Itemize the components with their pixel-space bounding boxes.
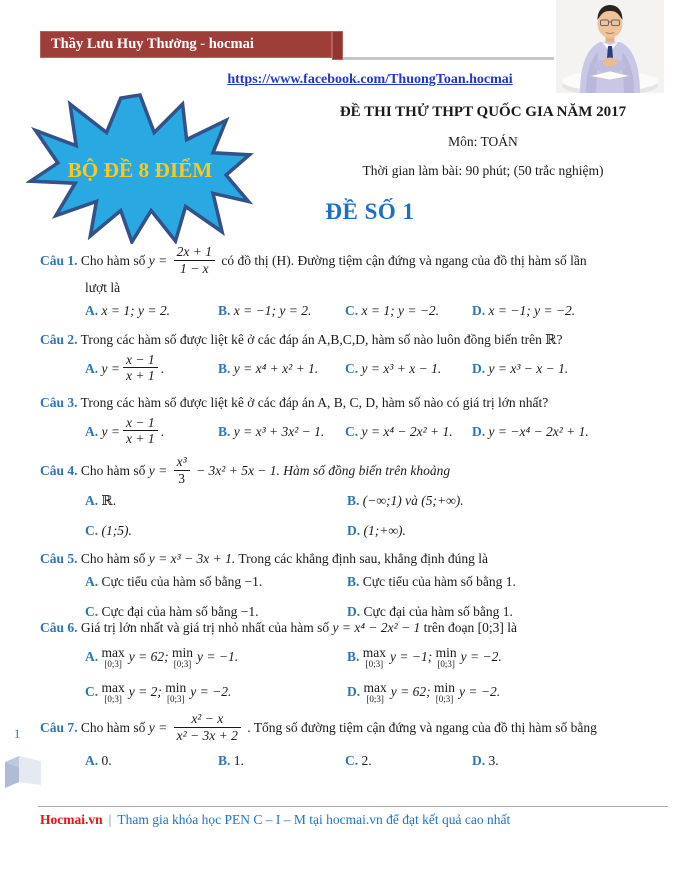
- question-7-stem: [40, 713, 667, 745]
- option-d: D. Cực đại của hàm số bằng 1.: [347, 603, 513, 619]
- option-b: B. (−∞;1) và (5;+∞).: [347, 493, 464, 509]
- fraction: $\frac{x - 1}{x + 1}$: [123, 352, 158, 384]
- question-label: Câu 3.: [40, 395, 78, 410]
- option-b: B. y = x³ + 3x² − 1.: [218, 424, 325, 440]
- question-6: [40, 619, 667, 704]
- question-3: [40, 394, 667, 449]
- footer-brand: Hocmai.vn: [40, 812, 103, 827]
- option-b: B. max [0;3] y = −1; min [0;3] y = −2.: [347, 644, 502, 670]
- exam-duration: Thời gian làm bài: 90 phút; (50 trắc nghiệm): [362, 163, 604, 178]
- option-c: C. max [0;3] y = 2; min [0;3] y = −2.: [85, 679, 232, 704]
- footer: [40, 812, 510, 828]
- stem-text: Giá trị lớn nhất và giá trị nhỏ nhất của hàm số: [80, 620, 330, 635]
- options-row: [40, 414, 667, 449]
- question-1-stem: [40, 246, 667, 278]
- option-b: B. y = x⁴ + x² + 1.: [218, 361, 319, 377]
- stem-text: là: [507, 620, 517, 635]
- question-1: [40, 246, 667, 321]
- fraction: $\frac{2x + 1}{1 - x}$: [174, 244, 215, 276]
- stem-text: − 3x² + 5x − 1. Hàm số đồng biến trên khoảng: [196, 463, 451, 479]
- option-a: A. y = $\frac{x - 1}{x + 1}$ .: [85, 351, 164, 384]
- question-label: Câu 1.: [40, 253, 78, 269]
- options-row: [40, 351, 667, 386]
- option-d: D. y = −x⁴ − 2x² + 1.: [472, 424, 589, 440]
- option-d: D. x = −1; y = −2.: [472, 302, 576, 318]
- facebook-link[interactable]: https://www.facebook.com/ThuongToan.hocmai: [227, 72, 513, 87]
- stem-text: . Tổng số đường tiệm cận đứng và ngang của đồ thị hàm số bằng: [247, 720, 597, 736]
- option-a: A. ℝ.: [85, 493, 117, 509]
- stem-text: Trong các hàm số được liệt kê ở các đáp án A,B,C,D, hàm số nào luôn đồng biến trên ℝ?: [80, 332, 563, 347]
- options-grid: [40, 492, 667, 541]
- question-7: [40, 713, 667, 771]
- option-a: A. Cực tiểu của hàm số bằng −1.: [85, 573, 263, 589]
- exam-title: ĐỀ THI THỬ THPT QUỐC GIA NĂM 2017: [339, 104, 627, 120]
- question-label: Câu 7.: [40, 720, 78, 736]
- option-c: C. x = 1; y = −2.: [345, 302, 440, 318]
- option-d: D. 3.: [472, 753, 499, 769]
- stem-text: Cho hàm số: [80, 720, 146, 736]
- question-label: Câu 4.: [40, 463, 78, 479]
- question-label: Câu 6.: [40, 620, 78, 635]
- exam-header: [303, 104, 663, 179]
- options-row: [40, 752, 667, 771]
- header-banner: [40, 31, 332, 58]
- footer-divider: [38, 806, 668, 807]
- header-divider: [343, 57, 554, 60]
- interval: [0;3]: [477, 620, 504, 635]
- option-b: B. 1.: [218, 753, 244, 769]
- stem-text: có đồ thị (H). Đường tiệm cận đứng và ngang của đồ thị hàm số lần: [221, 253, 587, 269]
- question-5: [40, 550, 667, 622]
- math-expr: y = x⁴ − 2x² − 1: [332, 620, 421, 635]
- banner-end-cap: [332, 31, 343, 60]
- option-d: D. max [0;3] y = 62; min [0;3] y = −2.: [347, 679, 501, 704]
- fraction: $\frac{\text{x³}}{3}$: [174, 454, 190, 486]
- stem-text: Cho hàm số: [80, 253, 146, 269]
- question-4: [40, 456, 667, 541]
- option-c: C. y = x⁴ − 2x² + 1.: [345, 424, 453, 440]
- question-3-stem: [40, 394, 667, 413]
- banner-title: Thầy Lưu Huy Thưởng - hocmai: [51, 36, 254, 52]
- question-label: Câu 5.: [40, 551, 78, 566]
- exam-subject: Môn: TOÁN: [448, 134, 518, 149]
- exam-number-heading: ĐỀ SỐ 1: [325, 199, 415, 224]
- math-expr: y = x³ − 3x + 1.: [148, 551, 236, 566]
- stem-text: Cho hàm số: [80, 463, 146, 479]
- question-6-stem: [40, 619, 667, 638]
- stem-text: trên đoạn: [423, 620, 475, 635]
- question-2: [40, 331, 667, 386]
- math-expr: y =: [148, 463, 168, 479]
- option-c: C. (1;5).: [85, 522, 132, 538]
- math-expr: y =: [148, 720, 168, 736]
- question-label: Câu 2.: [40, 332, 78, 347]
- badge-label: BỘ ĐỀ 8 ĐIỂM: [67, 158, 213, 183]
- fraction: $\frac{x - 1}{x + 1}$: [123, 415, 158, 447]
- option-a: A. x = 1; y = 2.: [85, 302, 170, 318]
- options-row: [40, 302, 667, 321]
- option-b: B. Cực tiểu của hàm số bằng 1.: [347, 573, 516, 589]
- options-grid: [40, 573, 667, 622]
- page-number: 1: [14, 727, 21, 741]
- document-3d-icon: [3, 755, 45, 789]
- footer-text: Tham gia khóa học PEN C – I – M tại hocmai.vn để đạt kết quả cao nhất: [117, 812, 511, 827]
- option-a: A. max [0;3] y = 62; min [0;3] y = −1.: [85, 644, 239, 670]
- option-a: A. 0.: [85, 753, 112, 769]
- option-b: B. x = −1; y = 2.: [218, 302, 312, 318]
- stem-continuation: lượt là: [85, 280, 121, 296]
- option-c: C. Cực đại của hàm số bằng −1.: [85, 603, 259, 619]
- stem-text: Trong các khẳng định sau, khẳng định đúng là: [238, 551, 488, 566]
- question-5-stem: [40, 550, 667, 569]
- fraction: $\frac{\text{x² − x}}{\text{x² − 3x + 2}}$: [174, 711, 241, 743]
- stem-text: Cho hàm số: [80, 551, 146, 566]
- question-2-stem: [40, 331, 667, 350]
- option-d: D. (1;+∞).: [347, 522, 406, 538]
- option-c: C. 2.: [345, 753, 372, 769]
- math-expr: y =: [148, 253, 168, 269]
- question-4-stem: [40, 456, 667, 488]
- option-a: A. y = $\frac{x - 1}{x + 1}$ .: [85, 414, 164, 447]
- footer-separator: |: [108, 812, 112, 827]
- stem-text: Trong các hàm số được liệt kê ở các đáp án A, B, C, D, hàm số nào có giá trị lớn nhất?: [80, 395, 549, 410]
- options-grid: [40, 646, 667, 704]
- option-d: D. y = x³ − x − 1.: [472, 361, 569, 377]
- option-c: C. y = x³ + x − 1.: [345, 361, 442, 377]
